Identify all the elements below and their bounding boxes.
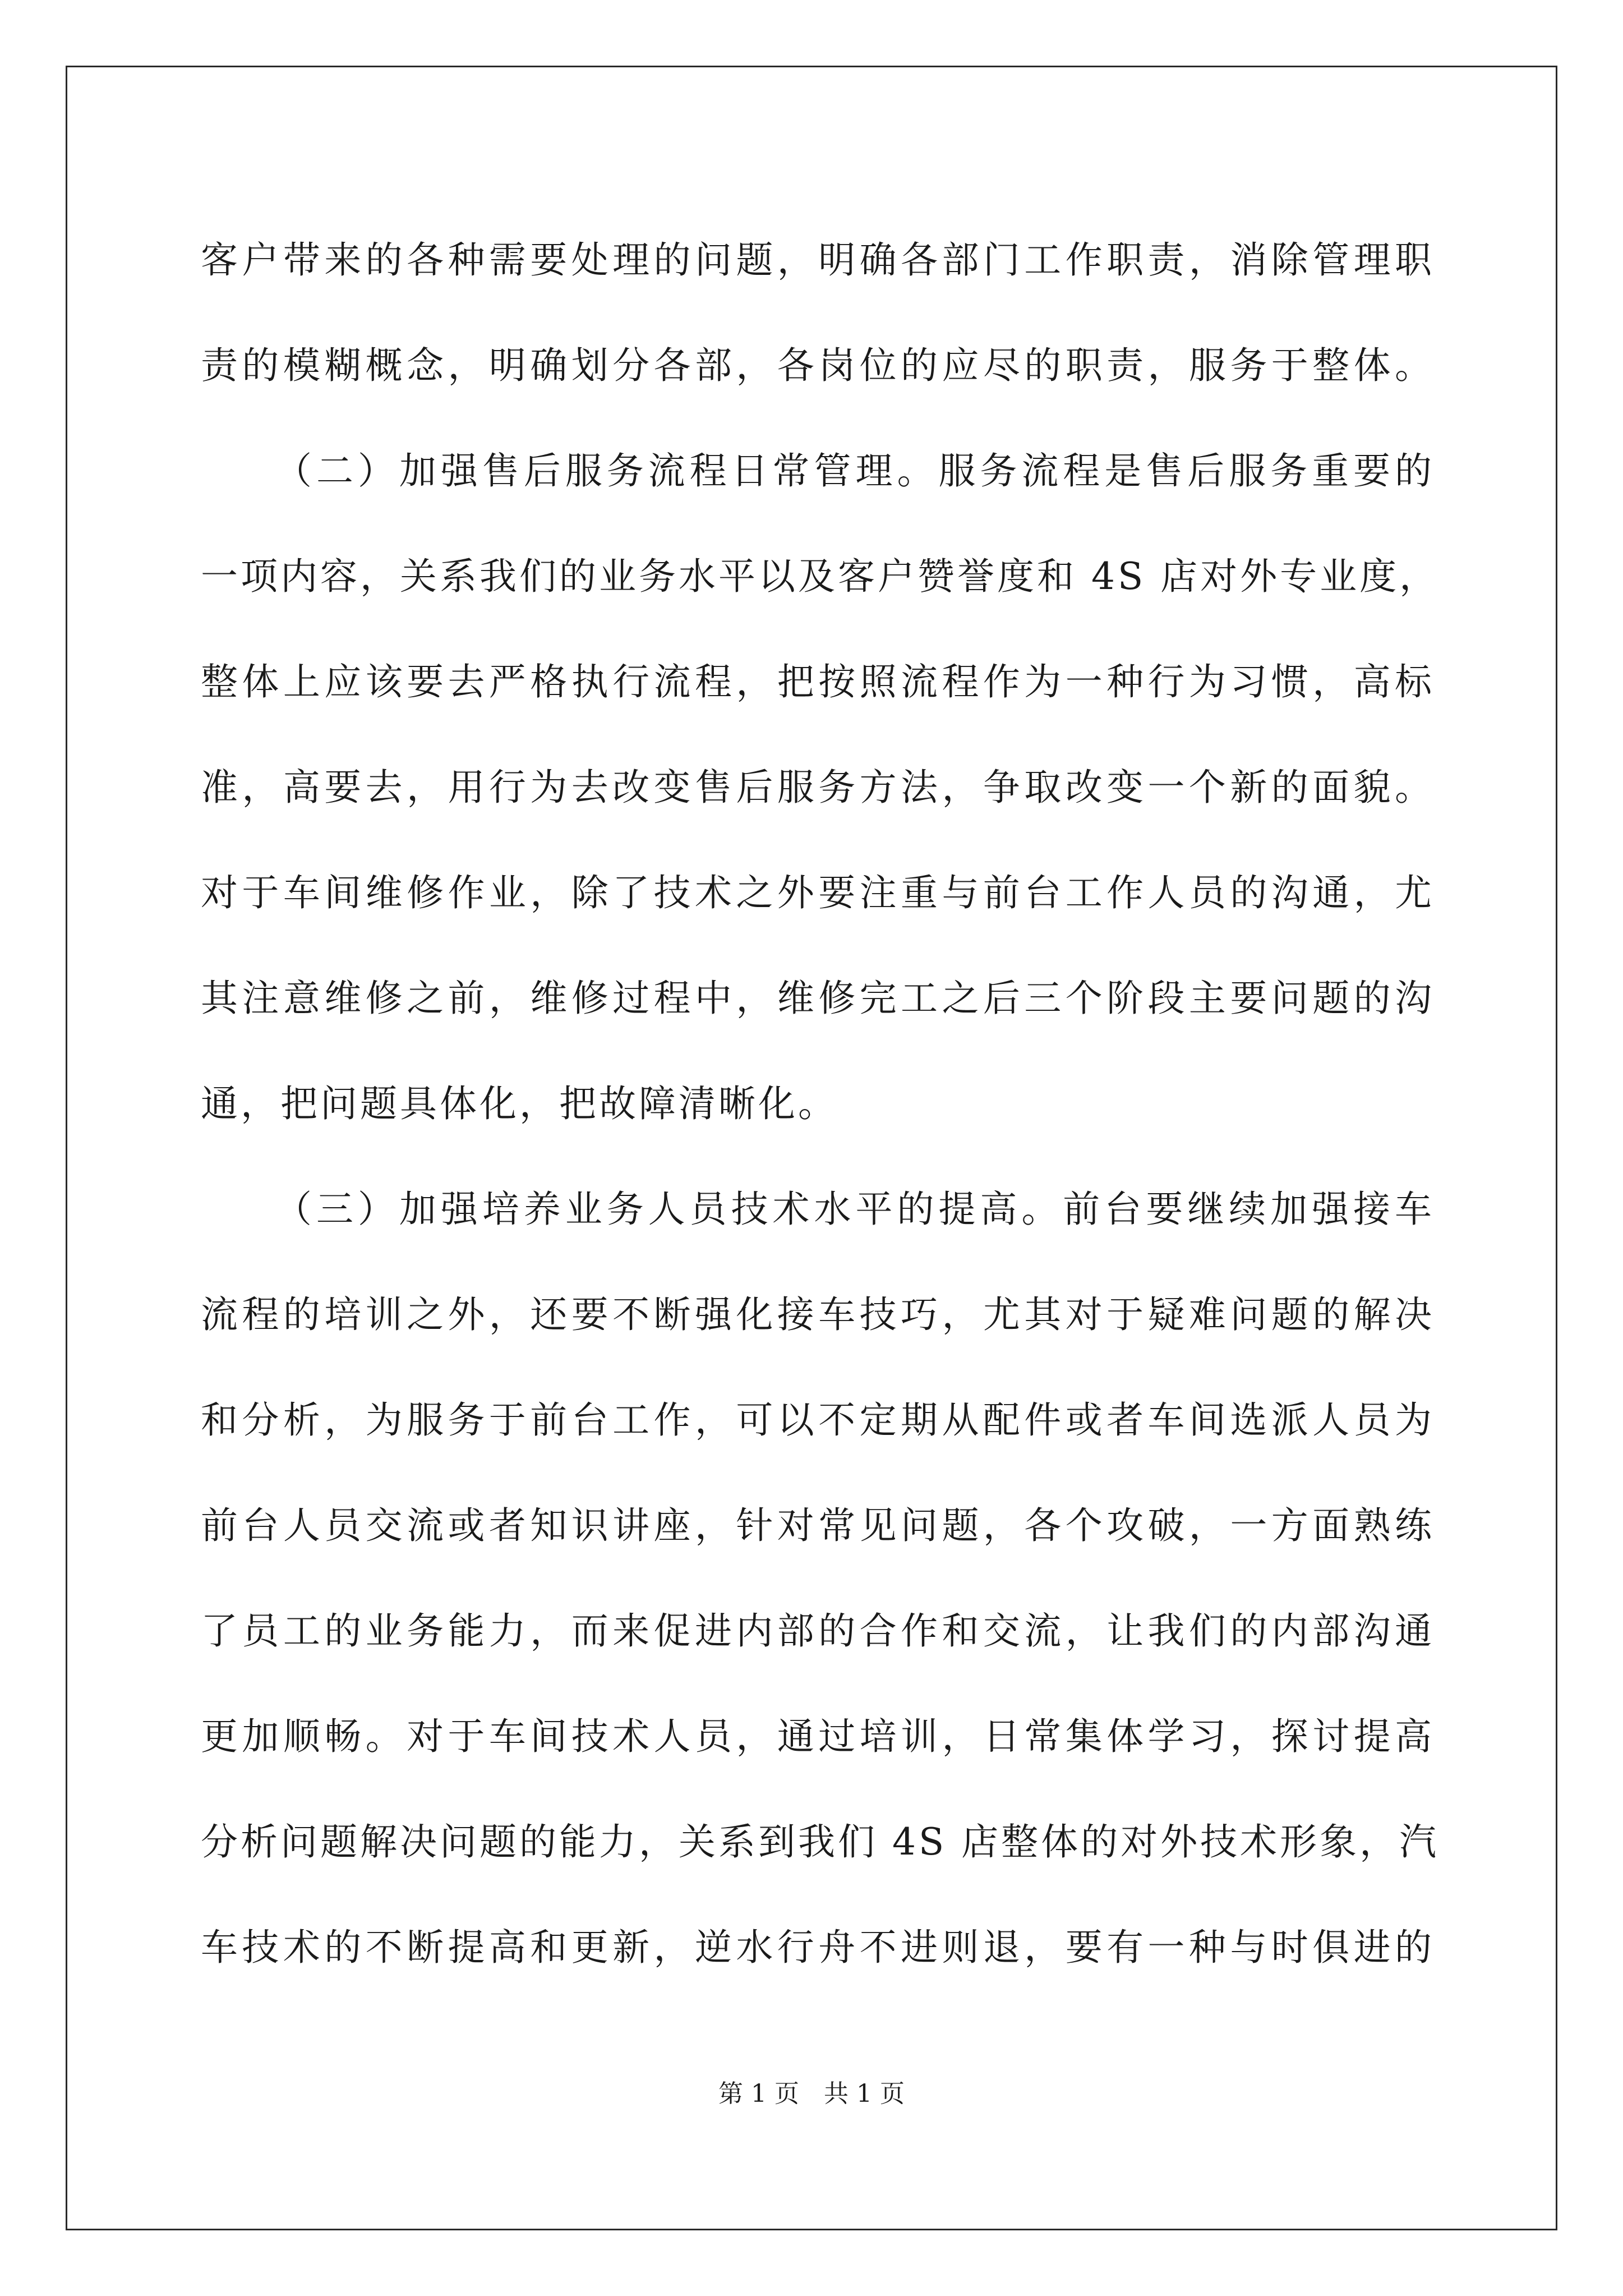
text-line: 其注意维修之前，维修过程中，维修完工之后三个阶段主要问题的沟 xyxy=(201,977,1435,1020)
paragraph-start-line: （三）加强培养业务人员技术水平的提高。前台要继续加强接车 xyxy=(275,1188,1435,1231)
text-line: 责的模糊概念，明确划分各部，各岗位的应尽的职责，服务于整体。 xyxy=(201,344,1435,387)
text-line: 分析问题解决问题的能力，关系到我们 4S 店整体的对外技术形象，汽 xyxy=(201,1820,1440,1864)
page-footer xyxy=(0,2073,1623,2109)
page-number: 第 1 页 xyxy=(718,2079,799,2108)
text-line: 对于车间维修作业，除了技术之外要注重与前台工作人员的沟通，尤 xyxy=(201,871,1435,914)
text-line: 了员工的业务能力，而来促进内部的合作和交流，让我们的内部沟通 xyxy=(201,1609,1435,1653)
text-line: 流程的培训之外，还要不断强化接车技巧，尤其对于疑难问题的解决 xyxy=(201,1293,1435,1336)
document-body xyxy=(201,208,1440,2000)
text-line: 更加顺畅。对于车间技术人员，通过培训，日常集体学习，探讨提高 xyxy=(201,1715,1435,1758)
text-line: 客户带来的各种需要处理的问题，明确各部门工作职责，消除管理职 xyxy=(201,238,1435,282)
page-total: 共 1 页 xyxy=(824,2079,905,2108)
paragraph-start-line: （二）加强售后服务流程日常管理。服务流程是售后服务重要的 xyxy=(275,449,1435,493)
text-line: 和分析，为服务于前台工作，可以不定期从配件或者车间选派人员为 xyxy=(201,1398,1435,1442)
text-line: 准，高要去，用行为去改变售后服务方法，争取改变一个新的面貌。 xyxy=(201,766,1435,809)
text-line: 前台人员交流或者知识讲座，针对常见问题，各个攻破，一方面熟练 xyxy=(201,1504,1435,1547)
text-line: 车技术的不断提高和更新，逆水行舟不进则退，要有一种与时俱进的 xyxy=(201,1926,1435,1969)
text-line: 一项内容，关系我们的业务水平以及客户赞誉度和 4S 店对外专业度， xyxy=(201,555,1440,598)
text-line: 通，把问题具体化，把故障清晰化。 xyxy=(201,1082,838,1125)
text-line: 整体上应该要去严格执行流程，把按照流程作为一种行为习惯，高标 xyxy=(201,660,1435,703)
